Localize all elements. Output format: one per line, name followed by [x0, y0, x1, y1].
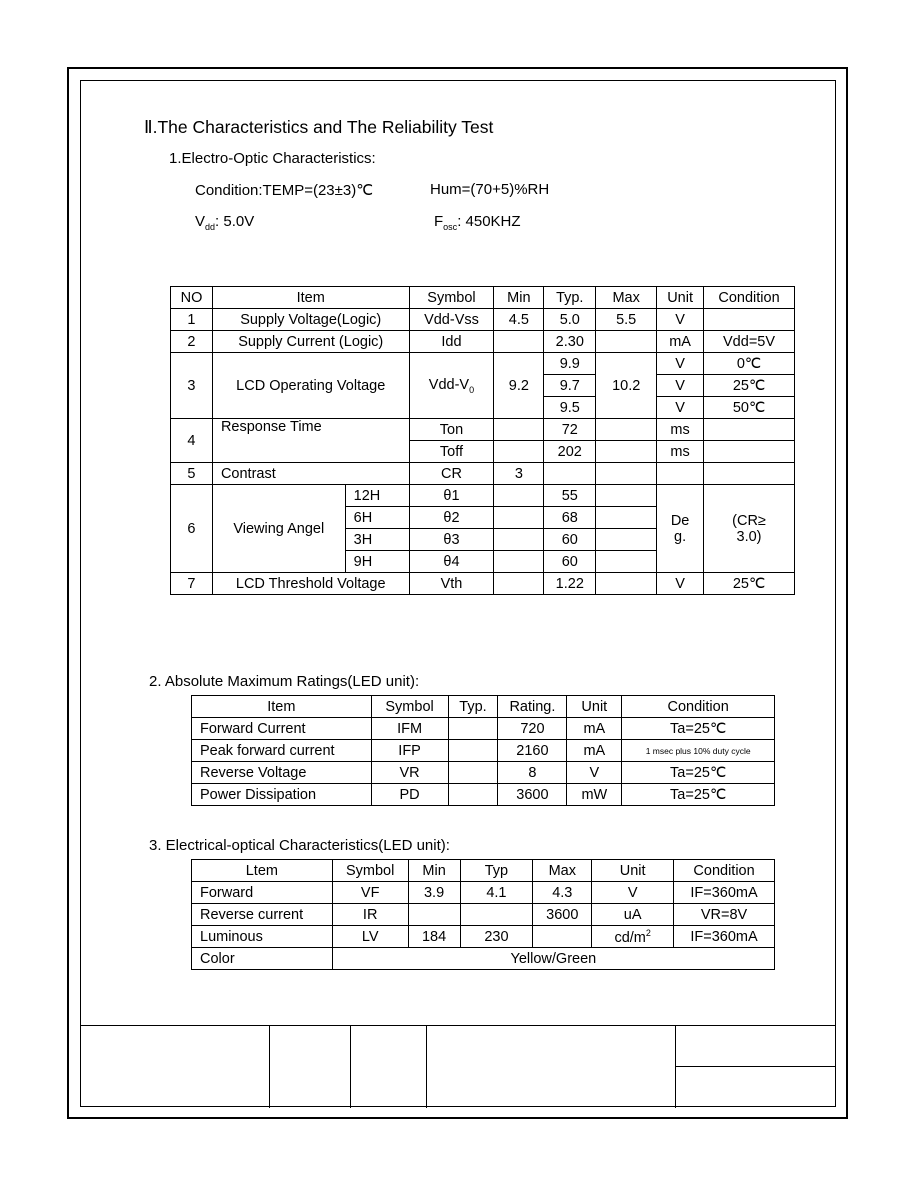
cell-symbol: VF: [332, 882, 408, 904]
col-header: Max: [596, 287, 657, 309]
section3-title: 3. Electrical-optical Characteristics(LED unit):: [149, 837, 450, 854]
cell-condition: [704, 309, 795, 331]
table-row: [171, 353, 795, 375]
col-header: Symbol: [409, 287, 494, 309]
col-header: Symbol: [332, 860, 408, 882]
cell-max: [596, 529, 657, 551]
cell-min: 3: [494, 463, 544, 485]
footer-divider: [426, 1026, 427, 1108]
cell-no: 3: [171, 353, 213, 419]
cell-item: LCD Threshold Voltage: [212, 573, 409, 595]
footer-divider: [269, 1026, 270, 1108]
cell-typ: 9.5: [544, 397, 596, 419]
cell-condition: 50℃: [704, 397, 795, 419]
cell-min: 9.2: [494, 353, 544, 419]
col-header: Item: [212, 287, 409, 309]
cell-min: [494, 331, 544, 353]
cell-symbol: θ2: [409, 507, 494, 529]
table-row: [171, 463, 795, 485]
electro-optic-table: [170, 286, 795, 595]
table-row: [171, 485, 795, 507]
cell-item: Supply Voltage(Logic): [212, 309, 409, 331]
cell-min: [494, 529, 544, 551]
cell-condition: Ta=25℃: [622, 762, 775, 784]
table-row: [192, 882, 775, 904]
cell-condition: [704, 441, 795, 463]
table-row: [192, 718, 775, 740]
col-header: Typ.: [544, 287, 596, 309]
cell-direction: 9H: [345, 551, 409, 573]
col-header: Rating.: [498, 696, 567, 718]
cell-unit: V: [567, 762, 622, 784]
vdd-line: $V_{dd}$: 5.0V: [195, 213, 255, 232]
cell-typ: 5.0: [544, 309, 596, 331]
cell-typ: [448, 740, 498, 762]
cell-unit: [657, 463, 704, 485]
cell-symbol: LV: [332, 926, 408, 948]
cell-item: Viewing Angel: [212, 485, 345, 573]
cell-typ: 60: [544, 551, 596, 573]
cell-typ: 68: [544, 507, 596, 529]
cell-item: Forward: [192, 882, 333, 904]
col-header: Max: [533, 860, 592, 882]
cell-unit: mW: [567, 784, 622, 806]
cell-typ: 9.9: [544, 353, 596, 375]
cell-rating: 3600: [498, 784, 567, 806]
cell-typ: 55: [544, 485, 596, 507]
cell-symbol: Vdd-$V_0$: [409, 353, 494, 419]
table-header-row: [192, 696, 775, 718]
cell-max: [596, 551, 657, 573]
cell-min: [494, 441, 544, 463]
col-header: Condition: [622, 696, 775, 718]
cell-unit: ms: [657, 441, 704, 463]
cell-symbol: Toff: [409, 441, 494, 463]
cell-no: 6: [171, 485, 213, 573]
footer-divider: [675, 1026, 676, 1108]
cell-symbol: PD: [371, 784, 448, 806]
cell-typ: 60: [544, 529, 596, 551]
cell-item: Power Dissipation: [192, 784, 372, 806]
cell-item: Color: [192, 948, 333, 970]
table-row: [171, 419, 795, 441]
cell-unit: V: [657, 309, 704, 331]
cell-condition: 0℃: [704, 353, 795, 375]
cell-min: [494, 507, 544, 529]
cell-typ: 230: [460, 926, 533, 948]
cell-item: Contrast: [212, 463, 409, 485]
col-header: Symbol: [371, 696, 448, 718]
cell-max: 5.5: [596, 309, 657, 331]
col-header: Unit: [592, 860, 674, 882]
table-header-row: [192, 860, 775, 882]
cell-max: [533, 926, 592, 948]
cell-min: 184: [408, 926, 460, 948]
cell-condition: Ta=25℃: [622, 784, 775, 806]
section-heading: Ⅱ.The Characteristics and The Reliability Test: [144, 117, 494, 137]
cell-condition: Vdd=5V: [704, 331, 795, 353]
section1-title: 1.Electro-Optic Characteristics:: [169, 150, 376, 167]
col-header: Typ: [460, 860, 533, 882]
condition-hum: Hum=(70+5)%RH: [430, 181, 550, 198]
cell-item: Luminous: [192, 926, 333, 948]
cell-typ: [448, 718, 498, 740]
cell-max: 4.3: [533, 882, 592, 904]
cell-unit: mA: [567, 740, 622, 762]
cell-min: 4.5: [494, 309, 544, 331]
cell-symbol: IR: [332, 904, 408, 926]
cell-unit: $cd/m^2$: [592, 926, 674, 948]
table-row: [171, 573, 795, 595]
cell-condition: Ta=25℃: [622, 718, 775, 740]
col-header: Item: [192, 696, 372, 718]
cell-unit: V: [657, 573, 704, 595]
cell-unit: V: [592, 882, 674, 904]
col-header: Min: [408, 860, 460, 882]
cell-item: Supply Current (Logic): [212, 331, 409, 353]
cell-symbol: CR: [409, 463, 494, 485]
cell-min: [494, 573, 544, 595]
cell-typ: 2.30: [544, 331, 596, 353]
table-row: [192, 926, 775, 948]
cell-max: [596, 441, 657, 463]
col-header: Min: [494, 287, 544, 309]
cell-unit: mA: [657, 331, 704, 353]
table-row: [171, 331, 795, 353]
col-header: Unit: [567, 696, 622, 718]
table-row: [192, 762, 775, 784]
cell-min: [408, 904, 460, 926]
cell-typ: 1.22: [544, 573, 596, 595]
cell-condition: [704, 419, 795, 441]
col-header: NO: [171, 287, 213, 309]
cell-direction: 6H: [345, 507, 409, 529]
section2-title: 2. Absolute Maximum Ratings(LED unit):: [149, 673, 420, 690]
cell-symbol: VR: [371, 762, 448, 784]
col-header: Unit: [657, 287, 704, 309]
cell-no: 7: [171, 573, 213, 595]
cell-unit: uA: [592, 904, 674, 926]
col-header: Typ.: [448, 696, 498, 718]
cell-item: Reverse current: [192, 904, 333, 926]
cell-condition: 1 msec plus 10% duty cycle: [622, 740, 775, 762]
cell-max: [596, 463, 657, 485]
cell-symbol: θ3: [409, 529, 494, 551]
table-row: [192, 948, 775, 970]
cell-rating: 720: [498, 718, 567, 740]
footer-title-block: [80, 1025, 836, 1108]
cell-symbol: θ1: [409, 485, 494, 507]
cell-no: 2: [171, 331, 213, 353]
cell-item: Peak forward current: [192, 740, 372, 762]
cell-rating: 2160: [498, 740, 567, 762]
cell-max: [596, 485, 657, 507]
cell-condition: IF=360mA: [674, 926, 775, 948]
cell-unit: ms: [657, 419, 704, 441]
table-row: [192, 784, 775, 806]
absolute-max-ratings-table: [191, 695, 775, 806]
cell-min: [494, 485, 544, 507]
cell-max: [596, 331, 657, 353]
cell-typ: 9.7: [544, 375, 596, 397]
cell-max: 10.2: [596, 353, 657, 419]
table-row: [192, 904, 775, 926]
col-header: Condition: [674, 860, 775, 882]
cell-symbol: IFM: [371, 718, 448, 740]
cell-condition: 25℃: [704, 573, 795, 595]
cell-rating: 8: [498, 762, 567, 784]
cell-max: [596, 507, 657, 529]
cell-symbol: Idd: [409, 331, 494, 353]
cell-condition: [704, 463, 795, 485]
cell-typ: 4.1: [460, 882, 533, 904]
cell-condition: VR=8V: [674, 904, 775, 926]
table-row: [171, 309, 795, 331]
cell-no: 1: [171, 309, 213, 331]
cell-unit: V: [657, 353, 704, 375]
cell-symbol: Vdd-Vss: [409, 309, 494, 331]
cell-color-value: Yellow/Green: [332, 948, 774, 970]
cell-symbol: Vth: [409, 573, 494, 595]
cell-condition: IF=360mA: [674, 882, 775, 904]
cell-item: Response Time: [212, 419, 409, 463]
table-header-row: [171, 287, 795, 309]
table-row: [192, 740, 775, 762]
cell-no: 5: [171, 463, 213, 485]
cell-typ: [448, 784, 498, 806]
condition-temp: Condition:TEMP=(23±3)℃: [195, 182, 374, 199]
cell-symbol: θ4: [409, 551, 494, 573]
cell-condition: 25℃: [704, 375, 795, 397]
cell-min: [494, 551, 544, 573]
cell-typ: [448, 762, 498, 784]
cell-unit: mA: [567, 718, 622, 740]
cell-symbol: IFP: [371, 740, 448, 762]
cell-direction: 3H: [345, 529, 409, 551]
cell-direction: 12H: [345, 485, 409, 507]
cell-typ: [460, 904, 533, 926]
cell-item: LCD Operating Voltage: [212, 353, 409, 419]
cell-symbol: Ton: [409, 419, 494, 441]
led-optical-table: [191, 859, 775, 970]
cell-typ: [544, 463, 596, 485]
col-header: Condition: [704, 287, 795, 309]
cell-unit: V: [657, 375, 704, 397]
cell-no: 4: [171, 419, 213, 463]
cell-min: 3.9: [408, 882, 460, 904]
cell-max: [596, 419, 657, 441]
cell-typ: 72: [544, 419, 596, 441]
cell-item: Reverse Voltage: [192, 762, 372, 784]
cell-max: 3600: [533, 904, 592, 926]
cell-unit: V: [657, 397, 704, 419]
footer-divider: [350, 1026, 351, 1108]
cell-min: [494, 419, 544, 441]
fosc-line: $F_{osc}$: 450KHZ: [434, 213, 521, 232]
cell-typ: 202: [544, 441, 596, 463]
col-header: Ltem: [192, 860, 333, 882]
cell-max: [596, 573, 657, 595]
cell-condition: (CR≥ 3.0): [704, 485, 795, 573]
cell-unit: De g.: [657, 485, 704, 573]
footer-divider: [675, 1066, 836, 1067]
cell-item: Forward Current: [192, 718, 372, 740]
